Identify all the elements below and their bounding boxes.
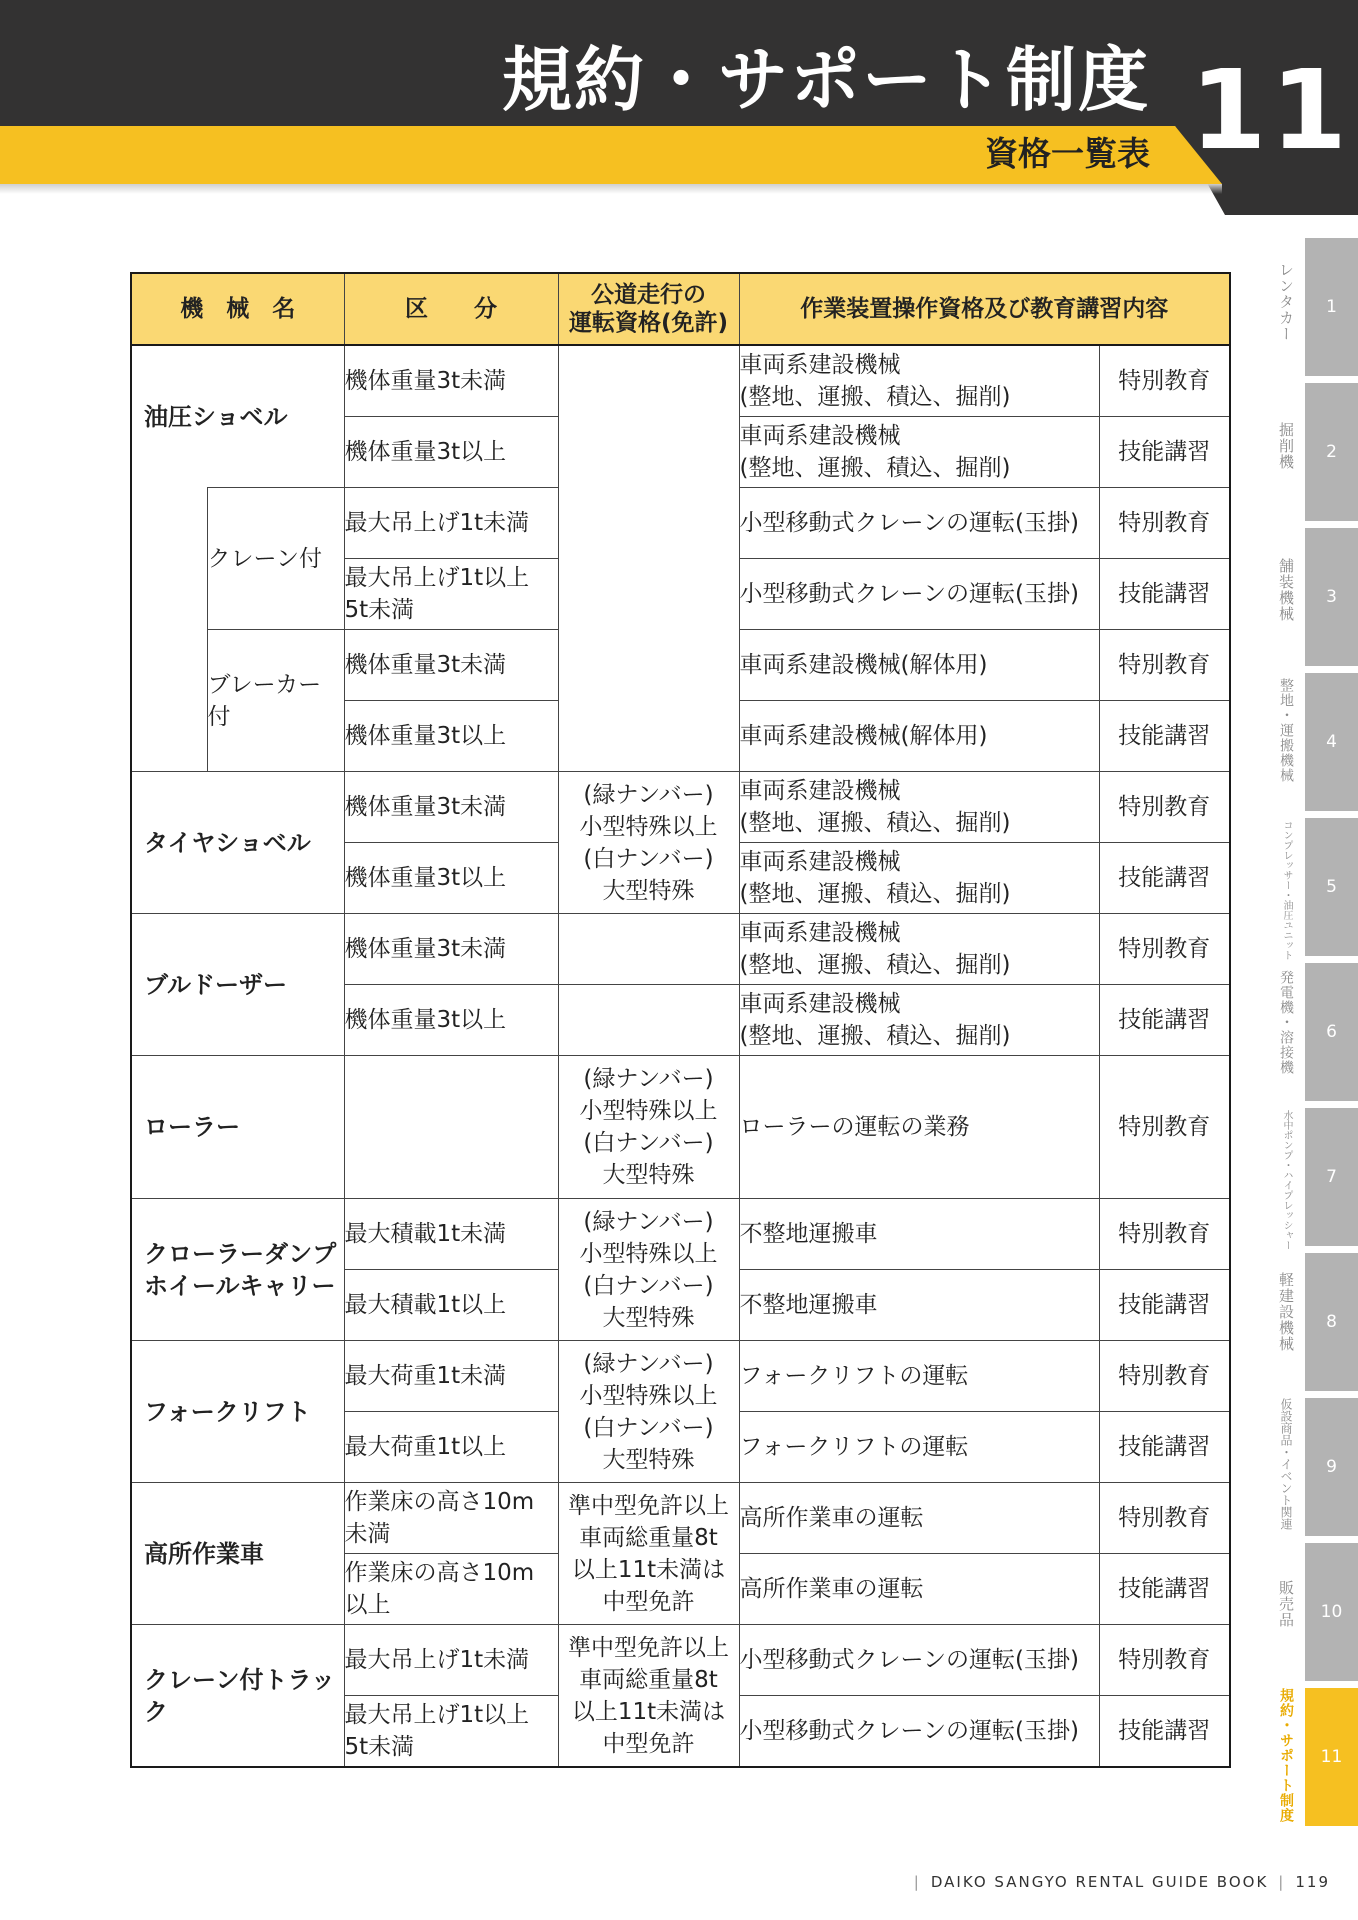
side-tab-label: 規約・サポート制度 (1278, 1688, 1294, 1823)
type-cell: 技能講習 (1099, 1554, 1230, 1625)
license-cell: (緑ナンバー) 小型特殊以上 (白ナンバー) 大型特殊 (558, 1341, 739, 1483)
side-tab-label: 発電機・溶接機 (1278, 970, 1294, 1075)
side-tab-excavator[interactable] (1305, 383, 1358, 521)
sub-machine-name: クレーン付 (207, 488, 344, 630)
license-cell: (緑ナンバー) 小型特殊以上 (白ナンバー) 大型特殊 (558, 1199, 739, 1341)
category-cell: 最大積載1t以上 (344, 1270, 558, 1341)
table-row (131, 1341, 1230, 1412)
type-cell: 特別教育 (1099, 1341, 1230, 1412)
content-cell: 小型移動式クレーンの運転(玉掛) (739, 1696, 1099, 1768)
category-cell: 最大吊上げ1t未満 (344, 488, 558, 559)
side-tab-pump[interactable] (1305, 1108, 1358, 1246)
side-tab-label: 水中ポンプ・ハイプレッシャー (1281, 1110, 1292, 1250)
type-cell: 特別教育 (1099, 914, 1230, 985)
page-title: 規約・サポート制度 (502, 39, 1150, 121)
category-cell: 作業床の高さ10m 以上 (344, 1554, 558, 1625)
license-cell: (緑ナンバー) 小型特殊以上 (白ナンバー) 大型特殊 (558, 772, 739, 914)
content-cell: 車両系建設機械(解体用) (739, 630, 1099, 701)
side-tab-number: 4 (1326, 732, 1337, 752)
side-tab-paving[interactable] (1305, 528, 1358, 666)
page-number: 119 (1295, 1873, 1330, 1891)
category-cell: 機体重量3t以上 (344, 843, 558, 914)
side-tab-label: 掘削機 (1277, 422, 1295, 470)
type-cell: 技能講習 (1099, 417, 1230, 488)
content-cell: ローラーの運転の業務 (739, 1056, 1099, 1199)
category-cell: 機体重量3t以上 (344, 701, 558, 772)
side-tab-number: 6 (1326, 1022, 1337, 1042)
type-cell: 技能講習 (1099, 1412, 1230, 1483)
license-cell: 準中型免許以上 車両総重量8t 以上11t未満は 中型免許 (558, 1625, 739, 1768)
side-tab-number: 1 (1326, 297, 1337, 317)
type-cell: 技能講習 (1099, 1696, 1230, 1768)
side-tab-label: 販売品 (1277, 1580, 1295, 1628)
content-cell: 高所作業車の運転 (739, 1483, 1099, 1554)
side-tab-label: 整地・運搬機械 (1278, 678, 1294, 783)
type-cell: 特別教育 (1099, 630, 1230, 701)
type-cell: 技能講習 (1099, 701, 1230, 772)
side-tab-number: 7 (1326, 1167, 1337, 1187)
side-tab-terms-support[interactable] (1305, 1688, 1358, 1826)
content-cell: 車両系建設機械 (整地、運搬、積込、掘削) (739, 417, 1099, 488)
type-cell: 技能講習 (1099, 1270, 1230, 1341)
side-tab-generator[interactable] (1305, 963, 1358, 1101)
qualification-table (130, 272, 1231, 1768)
machine-name: クレーン付トラック (131, 1625, 344, 1768)
table-row (131, 772, 1230, 843)
side-tab-number: 11 (1320, 1747, 1343, 1767)
table-row (131, 1199, 1230, 1270)
category-cell: 最大吊上げ1t以上 5t未満 (344, 1696, 558, 1768)
category-cell: 最大積載1t未満 (344, 1199, 558, 1270)
content-cell: 小型移動式クレーンの運転(玉掛) (739, 559, 1099, 630)
content-cell: 高所作業車の運転 (739, 1554, 1099, 1625)
side-tab-rental-car[interactable] (1305, 238, 1358, 376)
sub-machine-name: ブレーカー付 (207, 630, 344, 772)
category-cell (344, 1056, 558, 1199)
table-row (131, 345, 1230, 417)
indent-spacer (131, 488, 207, 772)
content-cell: 不整地運搬車 (739, 1270, 1099, 1341)
type-cell: 技能講習 (1099, 559, 1230, 630)
content-cell: 小型移動式クレーンの運転(玉掛) (739, 1625, 1099, 1696)
category-cell: 最大吊上げ1t以上 5t未満 (344, 559, 558, 630)
side-tab-number: 3 (1326, 587, 1337, 607)
side-tab-light-machinery[interactable] (1305, 1253, 1358, 1391)
category-cell: 機体重量3t以上 (344, 417, 558, 488)
category-cell: 機体重量3t未満 (344, 345, 558, 417)
side-tab-label: コンプレッサー・油圧ユニット (1281, 820, 1292, 960)
side-tab-label: 軽建設機械 (1277, 1272, 1295, 1352)
category-cell: 最大荷重1t未満 (344, 1341, 558, 1412)
header-shadow (0, 184, 1222, 194)
machine-name: 油圧ショベル (131, 345, 344, 488)
license-cell (558, 985, 739, 1056)
type-cell: 特別教育 (1099, 1483, 1230, 1554)
type-cell: 特別教育 (1099, 1199, 1230, 1270)
footer-divider: | (913, 1873, 921, 1891)
content-cell: 小型移動式クレーンの運転(玉掛) (739, 488, 1099, 559)
license-cell: 準中型免許以上 車両総重量8t 以上11t未満は 中型免許 (558, 1483, 739, 1625)
type-cell: 特別教育 (1099, 345, 1230, 417)
content-cell: フォークリフトの運転 (739, 1341, 1099, 1412)
category-cell: 最大荷重1t以上 (344, 1412, 558, 1483)
side-tab-label: レンタカー (1277, 262, 1295, 342)
chapter-number: 11 (1190, 46, 1352, 174)
header-content: 作業装置操作資格及び教育講習内容 (739, 273, 1230, 345)
category-cell: 機体重量3t未満 (344, 772, 558, 843)
side-tab-temporary-event[interactable] (1305, 1398, 1358, 1536)
footer-brand: DAIKO SANGYO RENTAL GUIDE BOOK (930, 1873, 1269, 1891)
type-cell: 特別教育 (1099, 772, 1230, 843)
type-cell: 特別教育 (1099, 1625, 1230, 1696)
table-row (131, 1056, 1230, 1199)
license-cell (558, 914, 739, 985)
content-cell: 車両系建設機械(解体用) (739, 701, 1099, 772)
side-tab-number: 10 (1320, 1602, 1343, 1622)
license-cell: (緑ナンバー) 小型特殊以上 (白ナンバー) 大型特殊 (558, 1056, 739, 1199)
category-cell: 機体重量3t未満 (344, 914, 558, 985)
header-category: 区 分 (344, 273, 558, 345)
type-cell: 技能講習 (1099, 985, 1230, 1056)
side-tab-label: 舗装機械 (1277, 558, 1295, 622)
content-cell: 不整地運搬車 (739, 1199, 1099, 1270)
machine-name: タイヤショベル (131, 772, 344, 914)
content-cell: 車両系建設機械 (整地、運搬、積込、掘削) (739, 772, 1099, 843)
machine-name: クローラーダンプ ホイールキャリー (131, 1199, 344, 1341)
table-row (131, 1483, 1230, 1554)
category-cell: 最大吊上げ1t未満 (344, 1625, 558, 1696)
machine-name: ローラー (131, 1056, 344, 1199)
side-tab-label: 仮設商品・イベント関連 (1279, 1398, 1293, 1530)
machine-name: ブルドーザー (131, 914, 344, 1056)
machine-name: フォークリフト (131, 1341, 344, 1483)
side-tab-number: 5 (1326, 877, 1337, 897)
header-machine: 機 械 名 (131, 273, 344, 345)
category-cell: 機体重量3t未満 (344, 630, 558, 701)
category-cell: 作業床の高さ10m 未満 (344, 1483, 558, 1554)
machine-name: 高所作業車 (131, 1483, 344, 1625)
page-subtitle: 資格一覧表 (985, 134, 1150, 173)
side-tab-sales[interactable] (1305, 1543, 1358, 1681)
side-tab-compressor[interactable] (1305, 818, 1358, 956)
side-tab-number: 9 (1326, 1457, 1337, 1477)
table-row (131, 914, 1230, 985)
content-cell: 車両系建設機械 (整地、運搬、積込、掘削) (739, 985, 1099, 1056)
content-cell: 車両系建設機械 (整地、運搬、積込、掘削) (739, 843, 1099, 914)
content-cell: 車両系建設機械 (整地、運搬、積込、掘削) (739, 345, 1099, 417)
type-cell: 特別教育 (1099, 1056, 1230, 1199)
license-cell (558, 345, 739, 772)
table-row (131, 1625, 1230, 1696)
content-cell: 車両系建設機械 (整地、運搬、積込、掘削) (739, 914, 1099, 985)
header-license: 公道走行の 運転資格(免許) (558, 273, 739, 345)
footer-divider: | (1278, 1873, 1286, 1891)
side-tab-number: 8 (1326, 1312, 1337, 1332)
content-cell: フォークリフトの運転 (739, 1412, 1099, 1483)
footer (870, 1870, 1330, 1894)
type-cell: 特別教育 (1099, 488, 1230, 559)
category-cell: 機体重量3t以上 (344, 985, 558, 1056)
table-header-row (131, 273, 1230, 345)
type-cell: 技能講習 (1099, 843, 1230, 914)
side-tab-grading[interactable] (1305, 673, 1358, 811)
side-tab-number: 2 (1326, 442, 1337, 462)
